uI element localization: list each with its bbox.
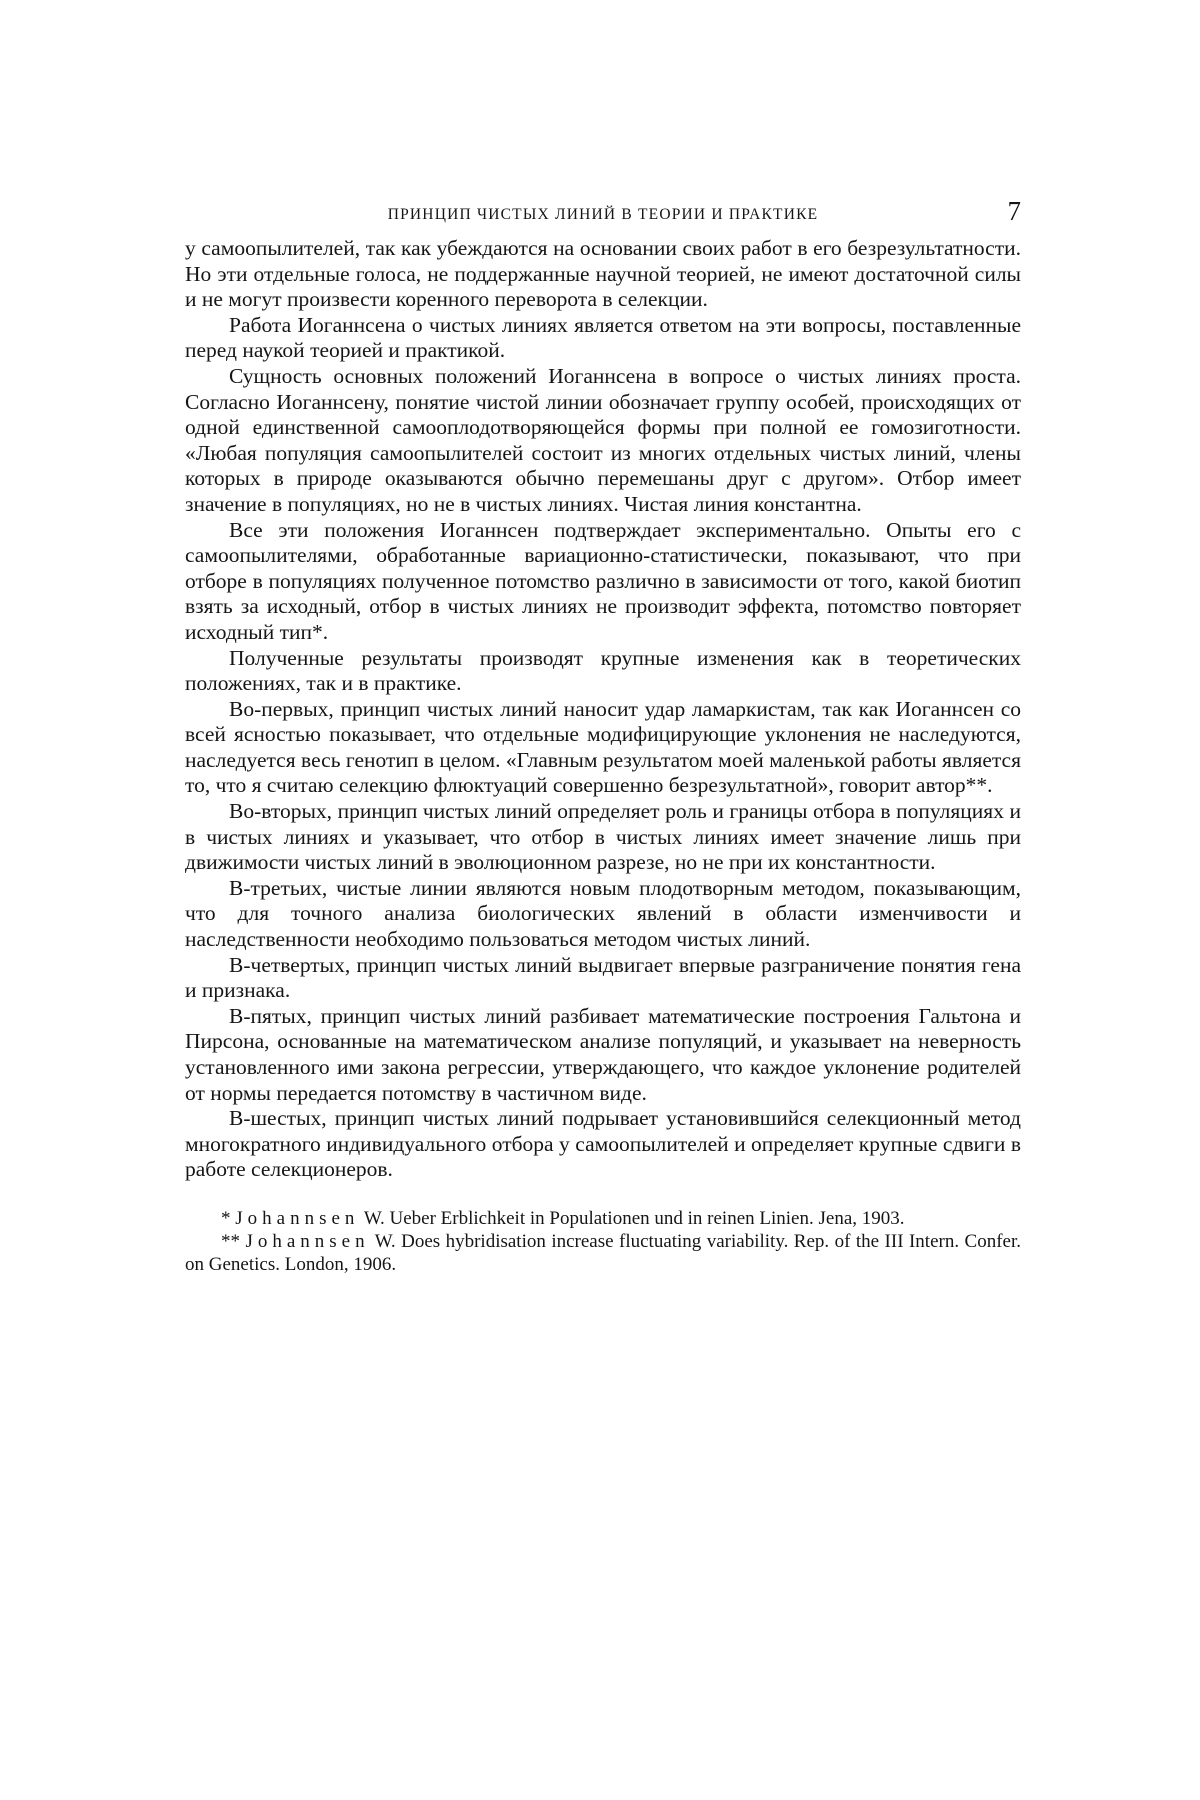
book-page — [185, 196, 1021, 1276]
paragraph: Работа Иоганнсена о чистых линиях является ответом на эти вопросы, поставленные перед наукой теорией и практикой. — [185, 313, 1021, 364]
paragraph: В-четвертых, принцип чистых линий выдвигает впервые разграничение понятия гена и признака. — [185, 953, 1021, 1004]
paragraph: Все эти положения Иоганнсен подтверждает экспериментально. Опыты его с самоопылителями, обработанные вариационно-статистически, показывают, что при отборе в популяциях полученное потомство различно в зависимости от того, какой биотип взять за исходный, отбор в чистых линиях не производит эффекта, потомство повторяет исходный тип*. — [185, 518, 1021, 646]
footnotes — [185, 1207, 1021, 1276]
body-text — [185, 236, 1021, 1183]
running-header — [185, 196, 1021, 236]
paragraph: Во-вторых, принцип чистых линий определяет роль и границы отбора в популяциях и в чистых линиях и указывает, что отбор в чистых линиях имеет значение лишь при движимости чистых линий в эволюционном разрезе, но не при их константности. — [185, 799, 1021, 876]
paragraph: Полученные результаты производят крупные изменения как в теоретических положениях, так и в практике. — [185, 646, 1021, 697]
footnote — [185, 1230, 1021, 1276]
footnote — [185, 1207, 1021, 1230]
footnote-author: Johannsen — [245, 1231, 369, 1252]
running-title: ПРИНЦИП ЧИСТЫХ ЛИНИЙ В ТЕОРИИ И ПРАКТИКЕ — [185, 206, 1021, 224]
footnote-author: Johannsen — [235, 1208, 359, 1229]
paragraph: В-третьих, чистые линии являются новым плодотворным методом, показывающим, что для точного анализа биологических явлений в области изменчивости и наследственности необходимо пользоваться методом чистых линий. — [185, 876, 1021, 953]
page-number: 7 — [1008, 196, 1022, 226]
footnote-marker: ** — [221, 1231, 240, 1252]
footnote-text: W. Ueber Erblichkeit in Populationen und in reinen Linien. Jena, 1903. — [364, 1208, 905, 1229]
paragraph: Во-первых, принцип чистых линий наносит удар ламаркистам, так как Иоганнсен со всей ясностью показывает, что отдельные модифицирующие уклонения не наследуются, наследуется весь генотип в целом. «Главным результатом моей маленькой работы является то, что я считаю селекцию флюктуаций совершенно безрезультатной», говорит автор**. — [185, 697, 1021, 799]
paragraph: В-пятых, принцип чистых линий разбивает математические построения Гальтона и Пирсона, основанные на математическом анализе популяций, и указывает на неверность установленного ими закона регрессии, утверждающего, что каждое уклонение родителей от нормы передается потомству в частичном виде. — [185, 1004, 1021, 1106]
footnote-text: W. Does hybridisation increase fluctuating variability. Rep. of the III Intern. Confer. on Genetics. London, 1906. — [185, 1231, 1021, 1275]
paragraph: у самоопылителей, так как убеждаются на основании своих работ в его безрезультатности. Но эти отдельные голоса, не поддержанные научной теорией, не имеют достаточной силы и не могут произвести коренного переворота в селекции. — [185, 236, 1021, 313]
footnote-marker: * — [221, 1208, 231, 1229]
paragraph: В-шестых, принцип чистых линий подрывает установившийся селекционный метод многократного индивидуального отбора у самоопылителей и определяет крупные сдвиги в работе селекционеров. — [185, 1106, 1021, 1183]
paragraph: Сущность основных положений Иоганнсена в вопросе о чистых линиях проста. Согласно Иоганнсену, понятие чистой линии обозначает группу особей, происходящих от одной единственной самооплодотворяющейся формы при полной ее гомозиготности. «Любая популяция самоопылителей состоит из многих отдельных чистых линий, члены которых в природе оказываются обычно перемешаны друг с другом». Отбор имеет значение в популяциях, но не в чистых линиях. Чистая линия константна. — [185, 364, 1021, 518]
